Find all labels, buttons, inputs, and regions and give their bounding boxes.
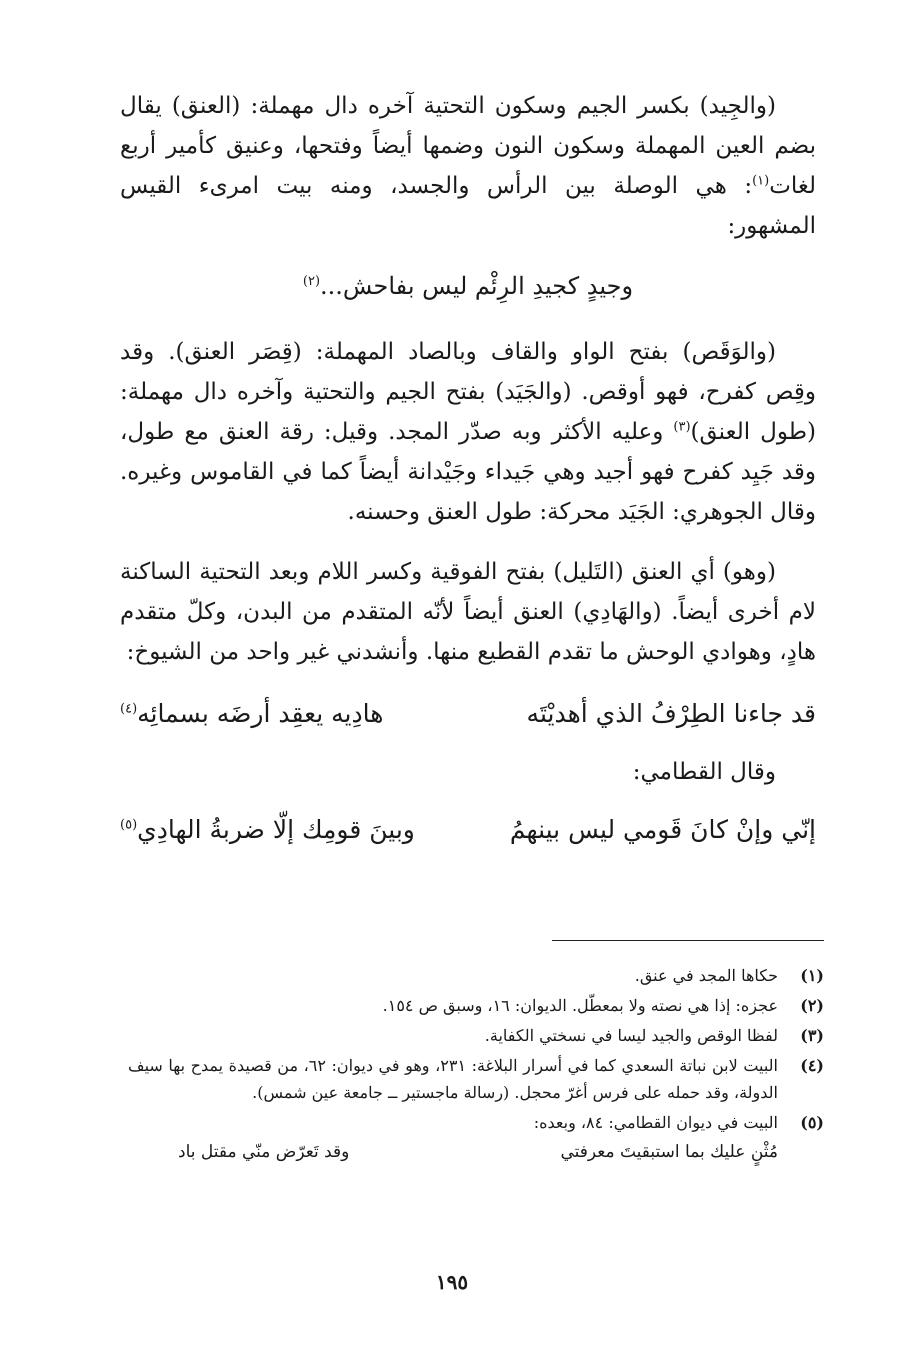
- footnote-ref-1[interactable]: (١): [752, 173, 770, 189]
- verse-first-hemistich: قد جاءنا الطِرْفُ الذي أهديْتَه: [526, 699, 816, 728]
- verse-second-hemistich: وقد تَعرّض منّي مقتل باد: [178, 1142, 350, 1162]
- paragraph-text: (والوَقَص) بفتح الواو والقاف وبالصاد المهملة: (قِصَر العنق). وقد وقِص كفرح، فهو أوقص. (والجَيَد) بفتح الجيم والتحتية وآخره دال مهملة: (طول العنق): [120, 339, 816, 445]
- verse-ibn-nubata: [120, 694, 816, 738]
- footnote-number: (١): [800, 966, 824, 985]
- footnotes: [128, 962, 824, 1166]
- footnote-number: (٥): [800, 1113, 824, 1132]
- verse-second-hemistich: [120, 810, 415, 850]
- paragraph-text: (وهو) أي العنق (التَليل) بفتح الفوقية وكسر اللام وبعد التحتية الساكنة لام أخرى أيضاً. (والهَادِي) العنق أيضاً لأنّه المتقدم من البدن، وكلّ متقدم هادٍ، وهوادي الوحش ما تقدم القطيع منها. وأنشدني غير واحد من الشيوخ:: [120, 559, 816, 665]
- footnote-ref-5[interactable]: (٥): [120, 817, 138, 833]
- page-number: ١٩٥: [435, 1270, 469, 1294]
- verse-first-hemistich: مُثْنٍ عليك بما استبقيتَ معرفتي: [560, 1142, 778, 1162]
- verse-text: هادِيه يعقِد أرضَه بسمائِه: [137, 699, 384, 728]
- footnote-text: البيت لابن نباتة السعدي كما في أسرار البلاغة: ٢٣١، وهو في ديوان: ٦٢، من قصيدة يمدح بها سيف الدولة، وقد حمله على فرس أغرّ محجل. (رسالة ماجستير ــ جامعة عين شمس).: [128, 1056, 779, 1102]
- paragraph-text: (والجِيد) بكسر الجيم وسكون التحتية آخره دال مهملة: (العنق) يقال بضم العين المهملة وسكون النون وضمها أيضاً وفتحها، وعنيق كأمير أربع لغات: [120, 93, 816, 199]
- footnote-ref-2[interactable]: (٢): [302, 274, 321, 289]
- footnote-number: (٣): [800, 1026, 824, 1045]
- verse-text: وجيدٍ كجيدِ الرِئْم ليس بفاحش...: [320, 272, 634, 300]
- paragraph-text: : هي الوصلة بين الرأس والجسد، ومنه بيت امرىء القيس المشهور:: [120, 173, 816, 239]
- verse-imru-al-qays: [120, 266, 816, 306]
- paragraph-jid: [120, 86, 816, 246]
- footnote-3: [128, 1022, 824, 1049]
- footnote-5: [128, 1109, 824, 1136]
- footnote-ref-3[interactable]: (٣): [673, 419, 691, 435]
- verse-qutami: [120, 810, 816, 854]
- paragraph-waqas: [120, 332, 816, 532]
- footnote-text: البيت في ديوان القطامي: ٨٤، وبعده:: [533, 1113, 778, 1132]
- footnote-4: [128, 1052, 824, 1106]
- footnote-text: لفظا الوقص والجيد ليسا في نسختي الكفاية.: [484, 1026, 778, 1045]
- verse-first-hemistich: إنّي وإنْ كانَ قَومي ليس بينهمُ: [509, 815, 816, 844]
- verse-second-hemistich: [120, 694, 383, 734]
- footnote-1: [128, 962, 824, 989]
- paragraph-text: وعليه الأكثر وبه صدّر المجد. وقيل: رقة العنق مع طول، وقد جَيِد كفرح فهو أجيد وهي جَيداء وجَيْدانة أيضاً كما في القاموس وغيره. وقال الجوهري: الجَيَد محركة: طول العنق وحسنه.: [120, 419, 816, 525]
- footnote-2: [128, 992, 824, 1019]
- verse-text: وبينَ قومِك إلّا ضربةُ الهادِي: [137, 815, 415, 844]
- footnote-number: (٤): [800, 1056, 824, 1075]
- footnote-number: (٢): [800, 996, 824, 1015]
- verse-intro: وقال القطامي:: [632, 759, 776, 785]
- main-text: [120, 86, 816, 868]
- paragraph-talil: [120, 552, 816, 672]
- footnote-5-verse: [128, 1139, 778, 1166]
- footnote-divider: [552, 940, 824, 941]
- footnote-text: حكاها المجد في عنق.: [634, 966, 778, 985]
- footnote-text: عجزه: إذا هي نصته ولا بمعطّل. الديوان: ١٦، وسبق ص ١٥٤.: [382, 996, 778, 1015]
- footnote-ref-4[interactable]: (٤): [120, 701, 138, 717]
